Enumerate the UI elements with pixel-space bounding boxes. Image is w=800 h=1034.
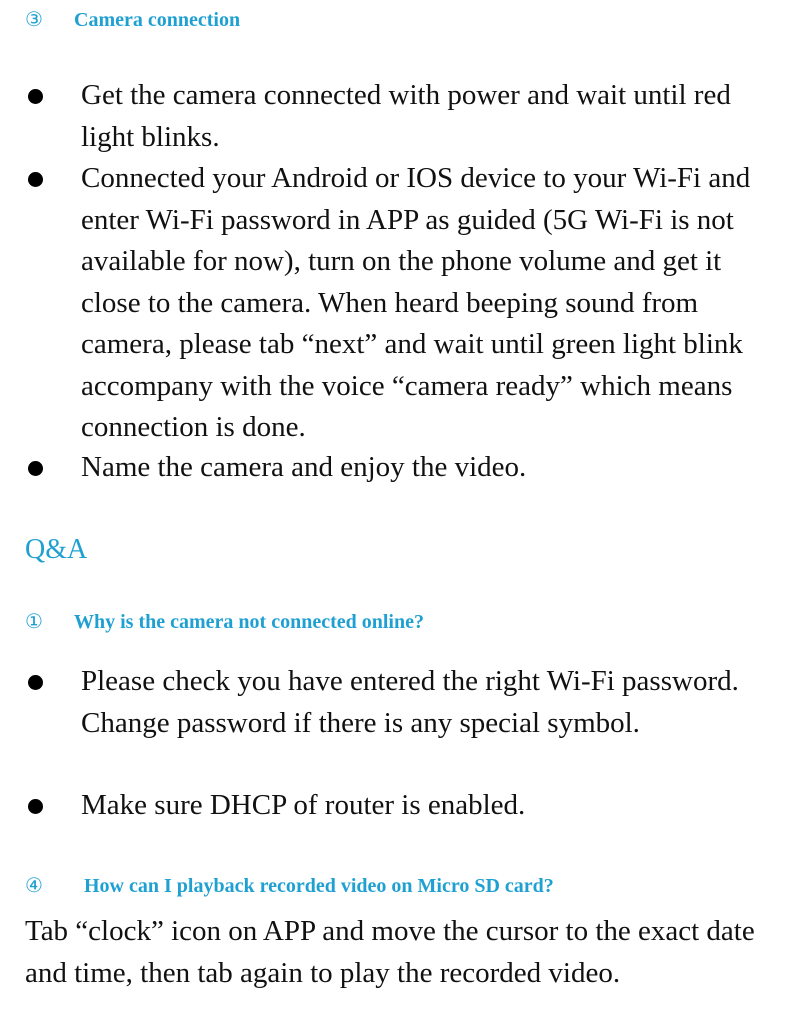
list-item xyxy=(28,785,788,827)
list-item-text: Connected your Android or IOS device to your Wi-Fi and enter Wi-Fi password in APP as guided (5G Wi-Fi is not available for now), turn on the phone volume and get it close to the camera. When heard beeping sound from camera, please tab “next” and wait until green light blink accompany with the voice “camera ready” which means connection is done. xyxy=(81,162,751,443)
bullet-dot-icon xyxy=(28,89,43,104)
list-item xyxy=(28,75,788,158)
circled-number-4: ④ xyxy=(25,875,43,897)
list-item-text: Name the camera and enjoy the video. xyxy=(81,451,527,483)
question-heading-4 xyxy=(25,873,554,898)
bullet-dot-icon xyxy=(28,461,43,476)
list-item xyxy=(28,158,788,449)
list-item xyxy=(28,661,788,744)
qa-heading: Q&A xyxy=(25,534,88,565)
section-heading-camera-connection xyxy=(25,7,240,32)
answer-paragraph: Tab “clock” icon on APP and move the cursor to the exact date and time, then tab again to play the recorded video. xyxy=(25,915,755,989)
list-item-text: Make sure DHCP of router is enabled. xyxy=(81,789,526,821)
question-heading-1 xyxy=(25,609,424,634)
bullet-dot-icon xyxy=(28,675,43,690)
section-title: Camera connection xyxy=(74,9,241,31)
list-item-text: Get the camera connected with power and wait until red light blinks. xyxy=(81,79,731,153)
list-item xyxy=(28,447,788,489)
question-text: Why is the camera not connected online? xyxy=(74,611,424,633)
list-item-text: Please check you have entered the right Wi-Fi password. Change password if there is any special symbol. xyxy=(81,665,739,739)
question-text: How can I playback recorded video on Micro SD card? xyxy=(84,875,554,897)
bullet-dot-icon xyxy=(28,172,43,187)
circled-number-3: ③ xyxy=(25,9,43,31)
circled-number-1: ① xyxy=(25,611,43,633)
bullet-dot-icon xyxy=(28,799,43,814)
